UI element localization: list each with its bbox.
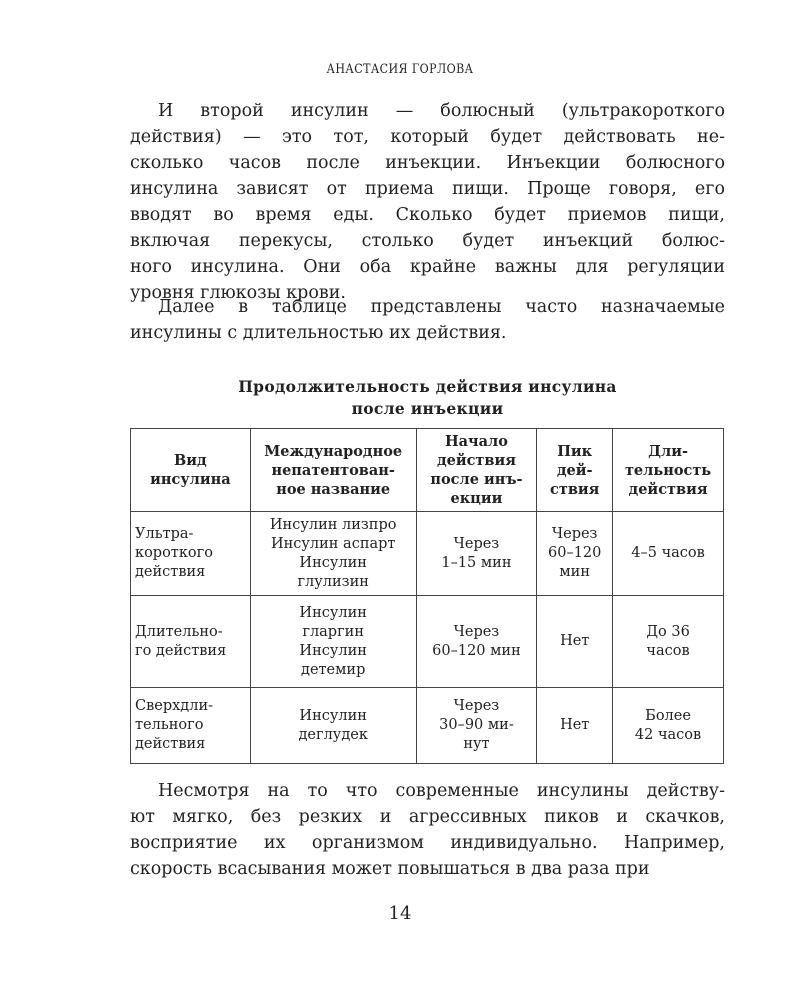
table-cell bbox=[131, 688, 251, 764]
header-line: после инъ- bbox=[430, 471, 523, 488]
cell-line: Через bbox=[453, 698, 500, 714]
header-line: действия bbox=[436, 452, 516, 469]
header-line: ствия bbox=[550, 480, 600, 498]
column-header bbox=[537, 429, 613, 512]
table-cell bbox=[613, 688, 724, 764]
table-cell bbox=[131, 512, 251, 596]
text-line: инсулины с длительностью их действия. bbox=[130, 323, 507, 343]
cell-line: гларгин bbox=[302, 623, 365, 640]
table-cell bbox=[250, 596, 416, 688]
paragraph-3 bbox=[130, 778, 725, 882]
text-line: ют мягко, без резких и агрессивных пиков и скачков, bbox=[130, 807, 725, 827]
cell-line: Инсулин лизпро bbox=[269, 516, 397, 533]
cell-line: Через bbox=[453, 535, 500, 552]
cell-line: 4–5 часов bbox=[631, 545, 705, 561]
cell-line: тельного bbox=[135, 717, 204, 733]
text-line: действия) — это тот, который будет действовать не- bbox=[130, 127, 725, 147]
cell-line: Через bbox=[551, 526, 598, 542]
cell-line: действия bbox=[135, 736, 206, 752]
cell-line: короткого bbox=[135, 545, 213, 561]
cell-line: Нет bbox=[560, 717, 590, 733]
table-cell bbox=[613, 512, 724, 596]
table-row bbox=[131, 512, 724, 596]
cell-line: 60–120 мин bbox=[432, 642, 521, 659]
text-line: скорость всасывания может повышаться в два раза при bbox=[130, 859, 650, 879]
text-line: включая перекусы, столько будет инъекций болюс- bbox=[130, 231, 725, 251]
text-line: вводят во время еды. Сколько будет приемов пищи, bbox=[130, 205, 725, 225]
cell-line: Инсулин bbox=[299, 707, 367, 724]
header-line: тельность bbox=[624, 461, 712, 479]
table-cell bbox=[416, 512, 537, 596]
cell-line: 1–15 мин bbox=[441, 554, 512, 571]
cell-line: глулизин bbox=[297, 573, 369, 590]
header-line: Международное bbox=[264, 442, 403, 460]
cell-line: Инсулин аспарт bbox=[270, 535, 396, 552]
cell-line: 60–120 bbox=[548, 545, 602, 561]
insulin-table bbox=[130, 428, 724, 764]
text-line: инсулина зависят от приема пищи. Проще говоря, его bbox=[130, 179, 725, 199]
cell-line: Нет bbox=[560, 633, 590, 649]
table-row bbox=[131, 688, 724, 764]
text-line: И второй инсулин — болюсный (ультракороткого bbox=[158, 101, 725, 121]
cell-line: го действия bbox=[135, 642, 227, 659]
header-line: ное название bbox=[276, 480, 391, 498]
cell-line: Длительно- bbox=[135, 623, 223, 640]
cell-line: Инсулин bbox=[299, 604, 367, 621]
cell-line: часов bbox=[646, 642, 690, 659]
cell-line: Инсулин bbox=[299, 642, 367, 659]
text-line: Далее в таблице представлены часто назначаемые bbox=[158, 297, 725, 317]
paragraph-2 bbox=[130, 294, 725, 346]
text-line: уровня глюкозы крови. bbox=[130, 283, 346, 303]
table-cell bbox=[416, 688, 537, 764]
cell-line: нут bbox=[463, 736, 490, 752]
table-cell bbox=[250, 512, 416, 596]
cell-line: Более bbox=[645, 707, 691, 724]
table-title-line: Продолжительность действия инсулина bbox=[238, 377, 617, 396]
cell-line: Инсулин bbox=[299, 554, 367, 571]
text-line: Несмотря на то что современные инсулины действу- bbox=[158, 781, 725, 801]
cell-line: действия bbox=[135, 564, 206, 580]
header-line: Начало bbox=[444, 433, 508, 450]
header-line: действия bbox=[628, 480, 708, 498]
page-number: 14 bbox=[388, 903, 412, 924]
header-line: инсулина bbox=[150, 471, 231, 488]
column-header bbox=[613, 429, 724, 512]
table-cell bbox=[131, 596, 251, 688]
header-line: дей- bbox=[556, 461, 593, 479]
header-line: непатентован- bbox=[271, 461, 395, 479]
column-header bbox=[131, 429, 251, 512]
table-cell bbox=[613, 596, 724, 688]
table-cell bbox=[537, 688, 613, 764]
header-line: Дли- bbox=[648, 442, 688, 460]
table-title bbox=[130, 376, 725, 420]
table-row bbox=[131, 596, 724, 688]
header-line: Пик bbox=[557, 442, 593, 460]
table-cell bbox=[537, 512, 613, 596]
cell-line: мин bbox=[559, 564, 590, 580]
table-cell bbox=[537, 596, 613, 688]
table-cell bbox=[250, 688, 416, 764]
cell-line: деглудек bbox=[298, 726, 368, 743]
header-line: Вид bbox=[174, 452, 207, 469]
column-header bbox=[416, 429, 537, 512]
cell-line: Ультра- bbox=[135, 526, 194, 542]
cell-line: Через bbox=[453, 623, 500, 640]
text-line: восприятие их организмом индивидуально. Например, bbox=[130, 833, 725, 853]
column-header bbox=[250, 429, 416, 512]
header-line: екции bbox=[450, 490, 503, 507]
cell-line: детемир bbox=[301, 661, 366, 678]
paragraph-1 bbox=[130, 98, 725, 306]
running-header: АНАСТАСИЯ ГОРЛОВА bbox=[326, 62, 474, 77]
table-cell bbox=[416, 596, 537, 688]
cell-line: 42 часов bbox=[634, 726, 702, 743]
cell-line: До 36 bbox=[646, 623, 690, 640]
text-line: сколько часов после инъекции. Инъекции болюсного bbox=[130, 153, 725, 173]
table-header-row bbox=[131, 429, 724, 512]
table-title-line: после инъекции bbox=[351, 399, 504, 418]
text-line: ного инсулина. Они оба крайне важны для регуляции bbox=[130, 257, 725, 277]
cell-line: 30–90 ми- bbox=[439, 717, 514, 733]
cell-line: Сверхдли- bbox=[135, 698, 214, 714]
